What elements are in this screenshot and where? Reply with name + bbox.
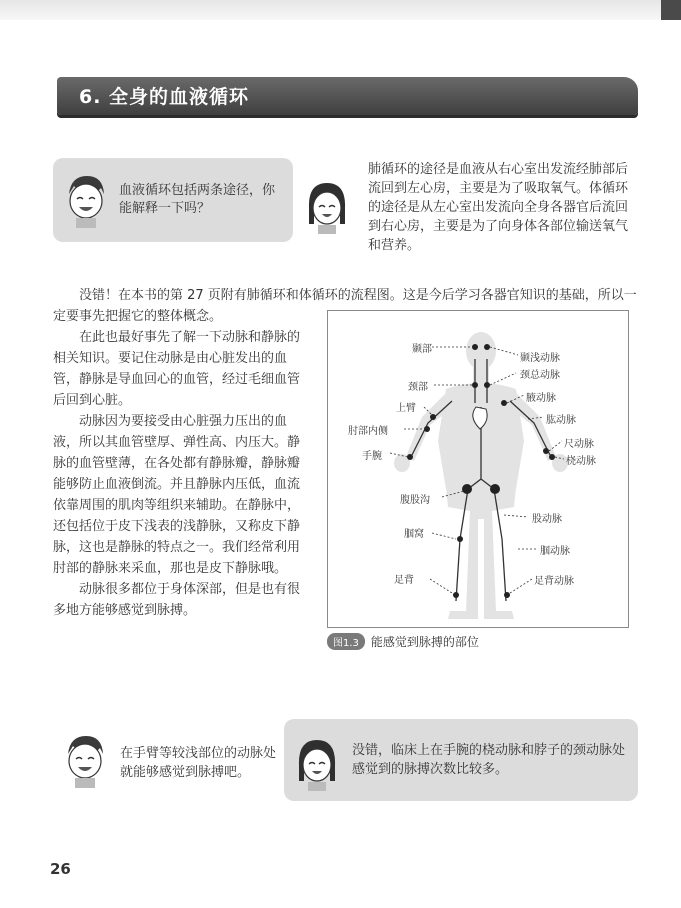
pulse-points-figure [327, 310, 629, 628]
label-carotid-artery: 颈总动脉 [520, 370, 560, 381]
teacher-face-icon [304, 178, 350, 234]
label-popliteal-artery: 腘动脉 [540, 546, 570, 557]
figure-badge: 图1.3 [327, 633, 365, 650]
intro-text: 没错！在本书的第 27 页附有肺循环和体循环的流程图。这是今后学习各器官知识的基础，所以一定要事先把握它的整体概念。 [53, 288, 637, 324]
body-text-column [53, 327, 311, 621]
question-text-top: 血液循环包括两条途径，你能解释一下吗？ [119, 183, 276, 216]
label-wrist: 手腕 [362, 451, 382, 462]
label-dorsalis-pedis-artery: 足背动脉 [534, 576, 574, 587]
top-corner-tab [661, 0, 681, 20]
label-radial-artery: 桡动脉 [566, 456, 596, 467]
label-brachial-artery: 肱动脉 [546, 415, 576, 426]
label-neck: 颈部 [408, 382, 428, 393]
label-upper-arm: 上臂 [396, 403, 416, 414]
label-inner-elbow: 肘部内侧 [348, 426, 388, 437]
figure-caption-text: 能感觉到脉搏的部位 [370, 635, 479, 649]
paragraph-1: 在此也最好事先了解一下动脉和静脉的相关知识。要记住动脉是由心脏发出的血管，静脉是导血回心的血管，经过毛细血管后回到心脏。 [53, 330, 301, 408]
paragraph-3: 动脉很多都位于身体深部，但是也有很多地方能够感觉到脉搏。 [53, 582, 301, 618]
label-superficial-temporal-artery: 颞浅动脉 [520, 353, 560, 364]
section-title: 6. 全身的血液循环 [79, 86, 250, 108]
label-axillary-artery: 腋动脉 [526, 393, 556, 404]
label-groin: 腹股沟 [400, 495, 430, 506]
student-face-icon [63, 172, 109, 228]
label-knee: 腘窝 [404, 529, 424, 540]
answer-bubble-bottom [284, 719, 638, 801]
label-temple: 颞部 [412, 344, 432, 355]
paragraph-2: 动脉因为要接受由心脏强力压出的血液，所以其血管壁厚、弹性高、内压大。静脉的血管壁薄，在各处都有静脉瓣，静脉瓣能够防止血液倒流。并且静脉内压低，血流依靠周围的肌肉等组织来辅助。在静脉中，还包括位于皮下浅表的浅静脉，又称皮下静脉，这也是静脉的特点之一。我们经常利用肘部的静脉来采血，那也是皮下静脉哦。 [53, 414, 301, 576]
question-bubble-top [53, 158, 293, 242]
label-foot: 足背 [394, 575, 414, 586]
section-title-bar [57, 77, 638, 115]
label-ulnar-artery: 尺动脉 [564, 439, 594, 450]
answer-text-top: 肺循环的途径是血液从右心室出发流经肺部后流回到左心房，主要是为了吸取氧气。体循环的途径是从左心室出发流向全身各器官后流回到右心房，主要是为了向身体各部位输送氧气和营养。 [368, 162, 629, 253]
teacher-face-icon-bottom [294, 735, 340, 791]
top-rule [0, 0, 681, 20]
body-silhouette [328, 311, 628, 627]
question-text-bottom: 在手臂等较浅部位的动脉处就能够感觉到脉搏吧。 [120, 746, 277, 780]
label-femoral-artery: 股动脉 [532, 514, 562, 525]
student-face-icon-bottom [62, 732, 108, 788]
answer-text-bottom: 没错，临床上在手腕的桡动脉和脖子的颈动脉处感觉到的脉搏次数比较多。 [352, 743, 626, 777]
page-number: 26 [50, 860, 71, 878]
figure-caption [327, 633, 479, 650]
